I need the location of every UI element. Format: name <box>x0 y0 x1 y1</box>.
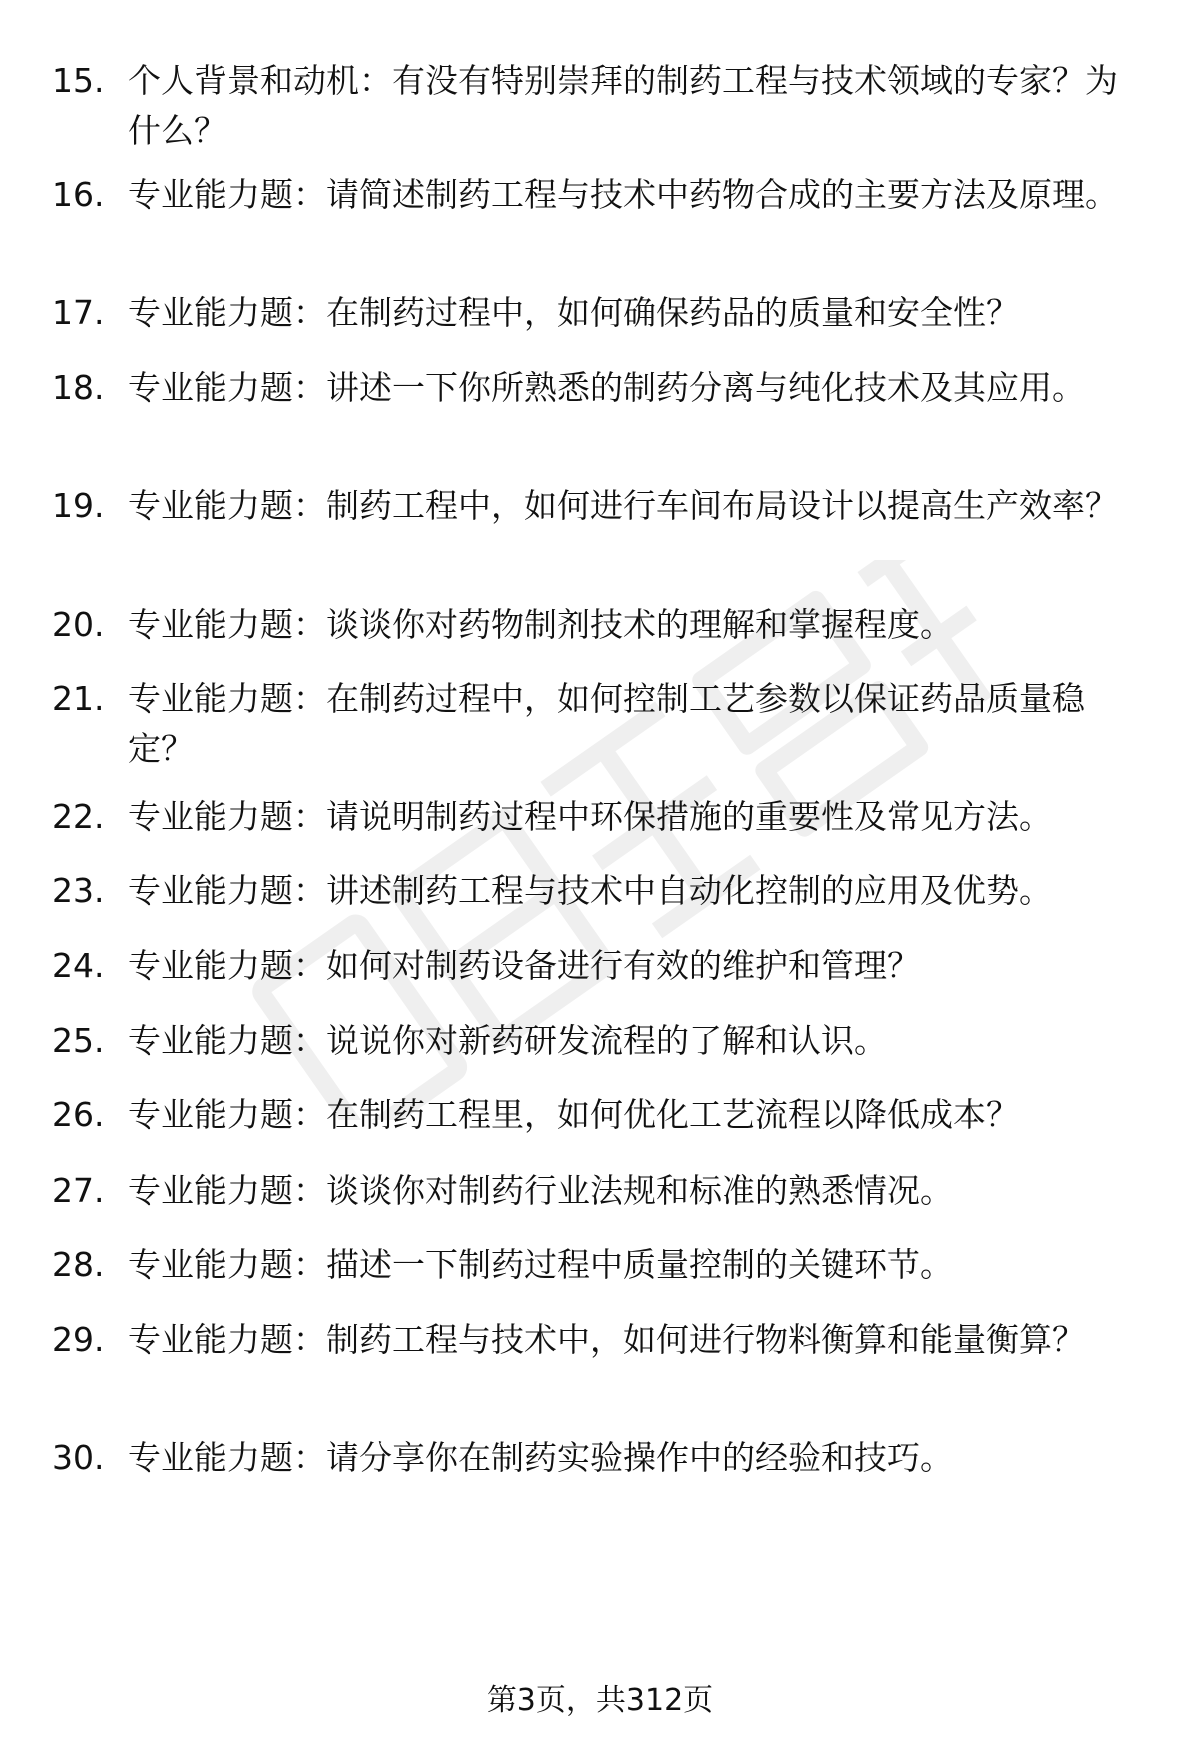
question-number: 16. <box>52 175 105 214</box>
question-number: 29. <box>52 1320 105 1359</box>
question-text: 专业能力题：在制药工程里，如何优化工艺流程以降低成本？ <box>128 1095 1019 1134</box>
page-number-footer: 第3页，共312页 <box>486 1683 714 1718</box>
question-number: 15. <box>52 61 105 100</box>
question-text: 专业能力题：请简述制药工程与技术中药物合成的主要方法及原理。 <box>128 175 1118 214</box>
question-text: 专业能力题：描述一下制药过程中质量控制的关键环节。 <box>128 1245 953 1284</box>
question-text: 专业能力题：如何对制药设备进行有效的维护和管理？ <box>128 946 920 985</box>
question-text: 专业能力题：在制药过程中，如何控制工艺参数以保证药品质量稳定？ <box>128 679 1085 768</box>
question-number: 27. <box>52 1171 105 1210</box>
question-number: 21. <box>52 679 105 718</box>
question-number: 26. <box>52 1095 105 1134</box>
question-number: 30. <box>52 1438 105 1477</box>
question-text: 专业能力题：请说明制药过程中环保措施的重要性及常见方法。 <box>128 797 1052 836</box>
question-text: 专业能力题：说说你对新药研发流程的了解和认识。 <box>128 1021 887 1060</box>
question-text: 专业能力题：谈谈你对药物制剂技术的理解和掌握程度。 <box>128 605 953 644</box>
question-text: 专业能力题：讲述制药工程与技术中自动化控制的应用及优势。 <box>128 871 1052 910</box>
question-number: 19. <box>52 486 105 525</box>
question-number: 20. <box>52 605 105 644</box>
question-text: 专业能力题：讲述一下你所熟悉的制药分离与纯化技术及其应用。 <box>128 368 1085 407</box>
question-text: 专业能力题：制药工程中，如何进行车间布局设计以提高生产效率？ <box>128 486 1118 525</box>
question-text: 个人背景和动机：有没有特别崇拜的制药工程与技术领域的专家？为什么？ <box>128 61 1118 150</box>
question-text: 专业能力题：在制药过程中，如何确保药品的质量和安全性？ <box>128 293 1019 332</box>
question-number: 24. <box>52 946 105 985</box>
question-number: 17. <box>52 293 105 332</box>
question-text: 专业能力题：制药工程与技术中，如何进行物料衡算和能量衡算？ <box>128 1320 1085 1359</box>
question-number: 22. <box>52 797 105 836</box>
question-number: 28. <box>52 1245 105 1284</box>
question-number: 25. <box>52 1021 105 1060</box>
question-number: 23. <box>52 871 105 910</box>
question-text: 专业能力题：谈谈你对制药行业法规和标准的熟悉情况。 <box>128 1171 953 1210</box>
question-number: 18. <box>52 368 105 407</box>
question-text: 专业能力题：请分享你在制药实验操作中的经验和技巧。 <box>128 1438 953 1477</box>
